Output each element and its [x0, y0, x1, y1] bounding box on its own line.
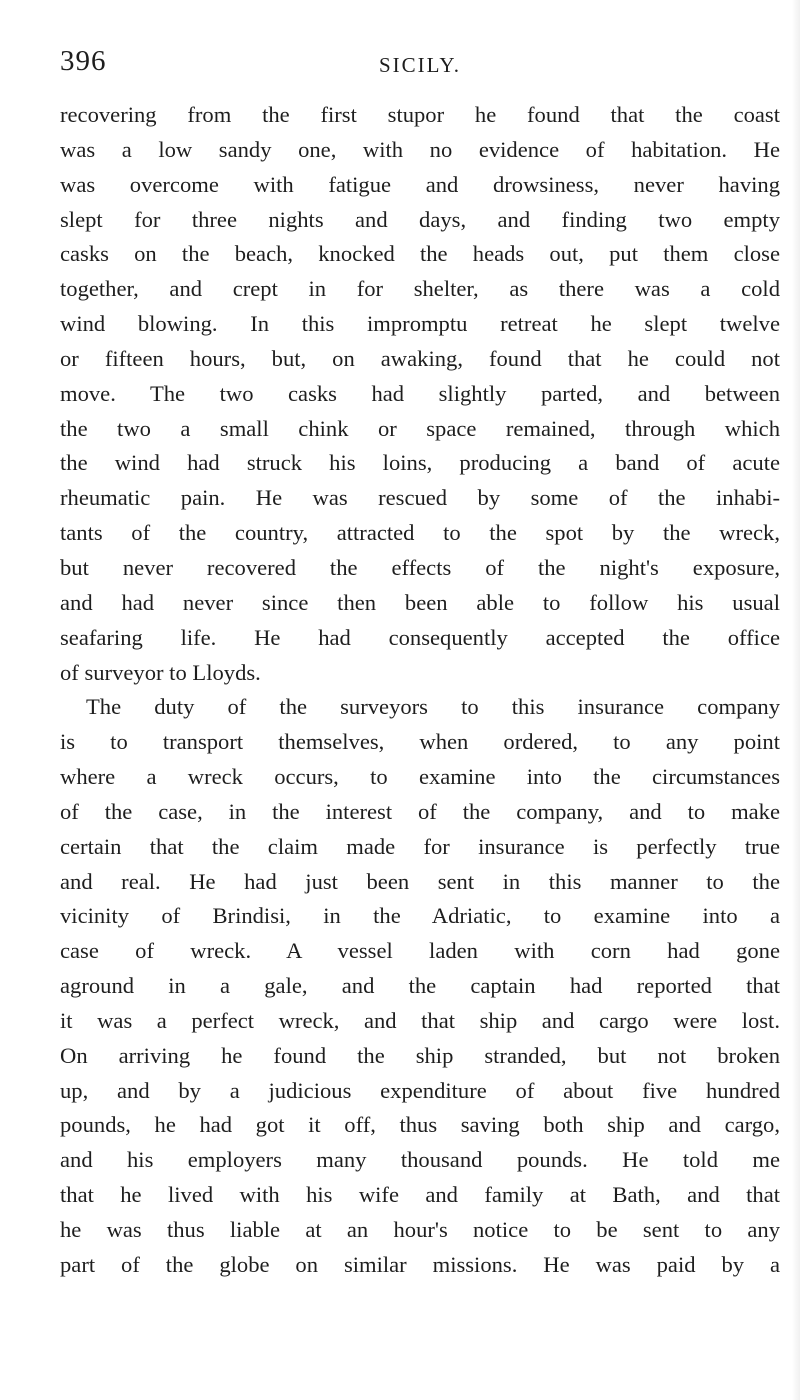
text-line: and his employers many thousand pounds. He told me: [60, 1147, 780, 1173]
text-line: recovering from the first stupor he found that the coast: [60, 102, 780, 127]
text-line: part of the globe on similar missions. He was paid by a: [60, 1251, 780, 1277]
text-line: and had never since then been able to follow his usual: [60, 589, 780, 615]
text-line: certain that the claim made for insurance is perfectly true: [60, 833, 780, 859]
text-line: rheumatic pain. He was rescued by some of the inhabi-: [60, 485, 780, 511]
text-line: move. The two casks had slightly parted, and between: [60, 380, 780, 406]
text-line: is to transport themselves, when ordered, to any point: [60, 729, 780, 755]
text-line: but never recovered the effects of the night's exposure,: [60, 554, 780, 580]
running-head: SICILY.: [378, 53, 462, 77]
text-line: of surveyor to Lloyds.: [60, 659, 261, 685]
text-line: it was a perfect wreck, and that ship and cargo were lost.: [60, 1007, 780, 1033]
text-line: together, and crept in for shelter, as there was a cold: [60, 276, 780, 302]
paragraph-first-line: The duty of the surveyors to this insurance company: [86, 694, 780, 720]
body-text: [60, 98, 780, 1283]
text-line: up, and by a judicious expenditure of about five hundred: [60, 1077, 780, 1103]
text-line: On arriving he found the ship stranded, but not broken: [60, 1042, 780, 1068]
text-line: and real. He had just been sent in this manner to the: [60, 868, 780, 894]
text-line: was overcome with fatigue and drowsiness, never having: [60, 171, 780, 197]
text-line: wind blowing. In this impromptu retreat he slept twelve: [60, 311, 780, 337]
text-line: casks on the beach, knocked the heads out, put them close: [60, 241, 780, 267]
text-line: slept for three nights and days, and finding two empty: [60, 206, 780, 232]
text-line: the two a small chink or space remained, through which: [60, 415, 780, 441]
text-line: the wind had struck his loins, producing a band of acute: [60, 450, 780, 476]
text-line: tants of the country, attracted to the spot by the wreck,: [60, 520, 780, 546]
text-line: or fifteen hours, but, on awaking, found that he could not: [60, 345, 780, 371]
page-edge-shadow: [792, 0, 800, 1400]
page-number: 396: [60, 45, 107, 77]
text-line: was a low sandy one, with no evidence of habitation. He: [60, 136, 780, 162]
text-line: aground in a gale, and the captain had reported that: [60, 973, 780, 999]
page-header: [60, 44, 780, 84]
text-line: he was thus liable at an hour's notice to be sent to any: [60, 1217, 780, 1242]
text-line: where a wreck occurs, to examine into the circumstances: [60, 764, 780, 790]
text-line: of the case, in the interest of the company, and to make: [60, 798, 780, 824]
text-line: that he lived with his wife and family at Bath, and that: [60, 1182, 780, 1208]
text-line: vicinity of Brindisi, in the Adriatic, to examine into a: [60, 903, 780, 929]
text-line: pounds, he had got it off, thus saving both ship and cargo,: [60, 1112, 780, 1138]
text-line: case of wreck. A vessel laden with corn had gone: [60, 938, 780, 964]
text-line: seafaring life. He had consequently accepted the office: [60, 624, 780, 650]
